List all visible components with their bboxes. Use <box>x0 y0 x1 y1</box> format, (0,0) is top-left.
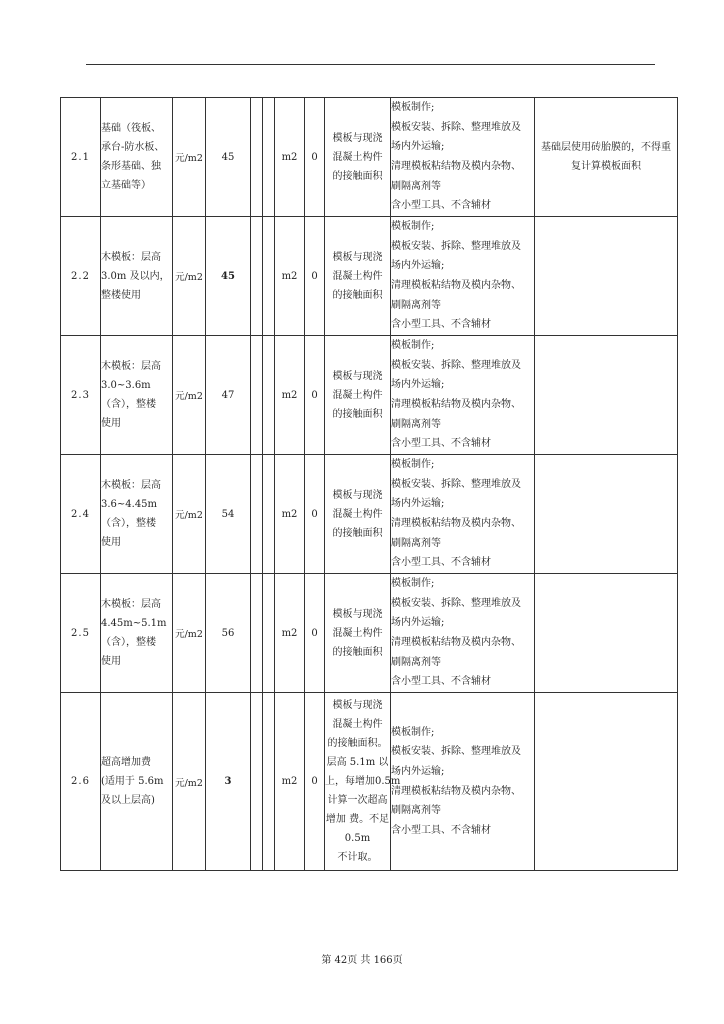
empty-cell <box>263 455 275 574</box>
empty-cell <box>251 574 263 693</box>
item-name: 木模板：层高 3.6~4.45m （含），整楼 使用 <box>101 455 173 574</box>
empty-cell <box>263 574 275 693</box>
item-name: 木模板：层高 3.0~3.6m （含），整楼 使用 <box>101 336 173 455</box>
empty-cell <box>251 693 263 871</box>
empty-cell <box>263 336 275 455</box>
price-unit: 元/m2 <box>173 574 206 693</box>
measure-unit: m2 <box>275 336 305 455</box>
item-number: 2.1 <box>61 98 101 217</box>
header-rule <box>86 64 655 65</box>
zero-value: 0 <box>305 693 325 871</box>
item-name: 超高增加费 (适用于 5.6m 及以上层高) <box>101 693 173 871</box>
work-content: 模板制作; 模板安装、拆除、整理堆放及 场内外运输; 清理模板粘结物及模内杂物、 刷隔离剂等 含小型工具、不含辅材 <box>391 98 535 217</box>
item-number: 2.6 <box>61 693 101 871</box>
unit-price: 56 <box>206 574 251 693</box>
measure-rule: 模板与现浇 混凝土构件 的接触面积 <box>325 574 391 693</box>
zero-value: 0 <box>305 98 325 217</box>
empty-cell <box>263 693 275 871</box>
item-name: 木模板：层高 3.0m 及以内， 整楼使用 <box>101 217 173 336</box>
item-name: 木模板：层高 4.45m~5.1m （含），整楼 使用 <box>101 574 173 693</box>
table-row <box>61 455 678 574</box>
measure-rule: 模板与现浇 混凝土构件 的接触面积 <box>325 217 391 336</box>
remark <box>535 455 678 574</box>
empty-cell <box>263 98 275 217</box>
table-row <box>61 217 678 336</box>
table-row <box>61 98 678 217</box>
item-number: 2.5 <box>61 574 101 693</box>
price-unit: 元/m2 <box>173 217 206 336</box>
measure-rule: 模板与现浇 混凝土构件 的接触面积 <box>325 336 391 455</box>
remark <box>535 336 678 455</box>
unit-price: 45 <box>206 217 251 336</box>
zero-value: 0 <box>305 217 325 336</box>
empty-cell <box>251 455 263 574</box>
measure-rule: 模板与现浇 混凝土构件 的接触面积 <box>325 98 391 217</box>
unit-price: 3 <box>206 693 251 871</box>
empty-cell <box>251 217 263 336</box>
price-table <box>60 97 678 871</box>
item-name: 基础（筏板、 承台-防水板、 条形基础、独 立基础等） <box>101 98 173 217</box>
remark <box>535 693 678 871</box>
table-row <box>61 336 678 455</box>
empty-cell <box>251 98 263 217</box>
work-content: 模板制作; 模板安装、拆除、整理堆放及 场内外运输; 清理模板粘结物及模内杂物、 刷隔离剂等 含小型工具、不含辅材 <box>391 455 535 574</box>
table-row <box>61 574 678 693</box>
zero-value: 0 <box>305 455 325 574</box>
table-row <box>61 693 678 871</box>
work-content: 模板制作; 模板安装、拆除、整理堆放及 场内外运输; 清理模板粘结物及模内杂物、 刷隔离剂等 含小型工具、不含辅材 <box>391 693 535 871</box>
item-number: 2.3 <box>61 336 101 455</box>
page-number: 第 42页 共 166页 <box>321 955 403 966</box>
measure-unit: m2 <box>275 455 305 574</box>
price-unit: 元/m2 <box>173 336 206 455</box>
measure-rule: 模板与现浇 混凝土构件 的接触面积 <box>325 455 391 574</box>
item-number: 2.4 <box>61 455 101 574</box>
price-unit: 元/m2 <box>173 98 206 217</box>
measure-rule: 模板与现浇 混凝土构件 的接触面积。 层高 5.1m 以 上，每增加0.5m 计算一次超高 增加 费。不足 0.5m 不计取。 <box>325 693 391 871</box>
measure-unit: m2 <box>275 217 305 336</box>
price-unit: 元/m2 <box>173 455 206 574</box>
measure-unit: m2 <box>275 98 305 217</box>
unit-price: 45 <box>206 98 251 217</box>
work-content: 模板制作; 模板安装、拆除、整理堆放及 场内外运输; 清理模板粘结物及模内杂物、 刷隔离剂等 含小型工具、不含辅材 <box>391 217 535 336</box>
measure-unit: m2 <box>275 574 305 693</box>
work-content: 模板制作; 模板安装、拆除、整理堆放及 场内外运输; 清理模板粘结物及模内杂物、 刷隔离剂等 含小型工具、不含辅材 <box>391 574 535 693</box>
remark: 基础层使用砖胎膜的，不得重 复计算模板面积 <box>535 98 678 217</box>
price-unit: 元/m2 <box>173 693 206 871</box>
unit-price: 54 <box>206 455 251 574</box>
zero-value: 0 <box>305 336 325 455</box>
zero-value: 0 <box>305 574 325 693</box>
work-content: 模板制作; 模板安装、拆除、整理堆放及 场内外运输; 清理模板粘结物及模内杂物、 刷隔离剂等 含小型工具、不含辅材 <box>391 336 535 455</box>
empty-cell <box>263 217 275 336</box>
unit-price: 47 <box>206 336 251 455</box>
item-number: 2.2 <box>61 217 101 336</box>
remark <box>535 574 678 693</box>
empty-cell <box>251 336 263 455</box>
remark <box>535 217 678 336</box>
measure-unit: m2 <box>275 693 305 871</box>
